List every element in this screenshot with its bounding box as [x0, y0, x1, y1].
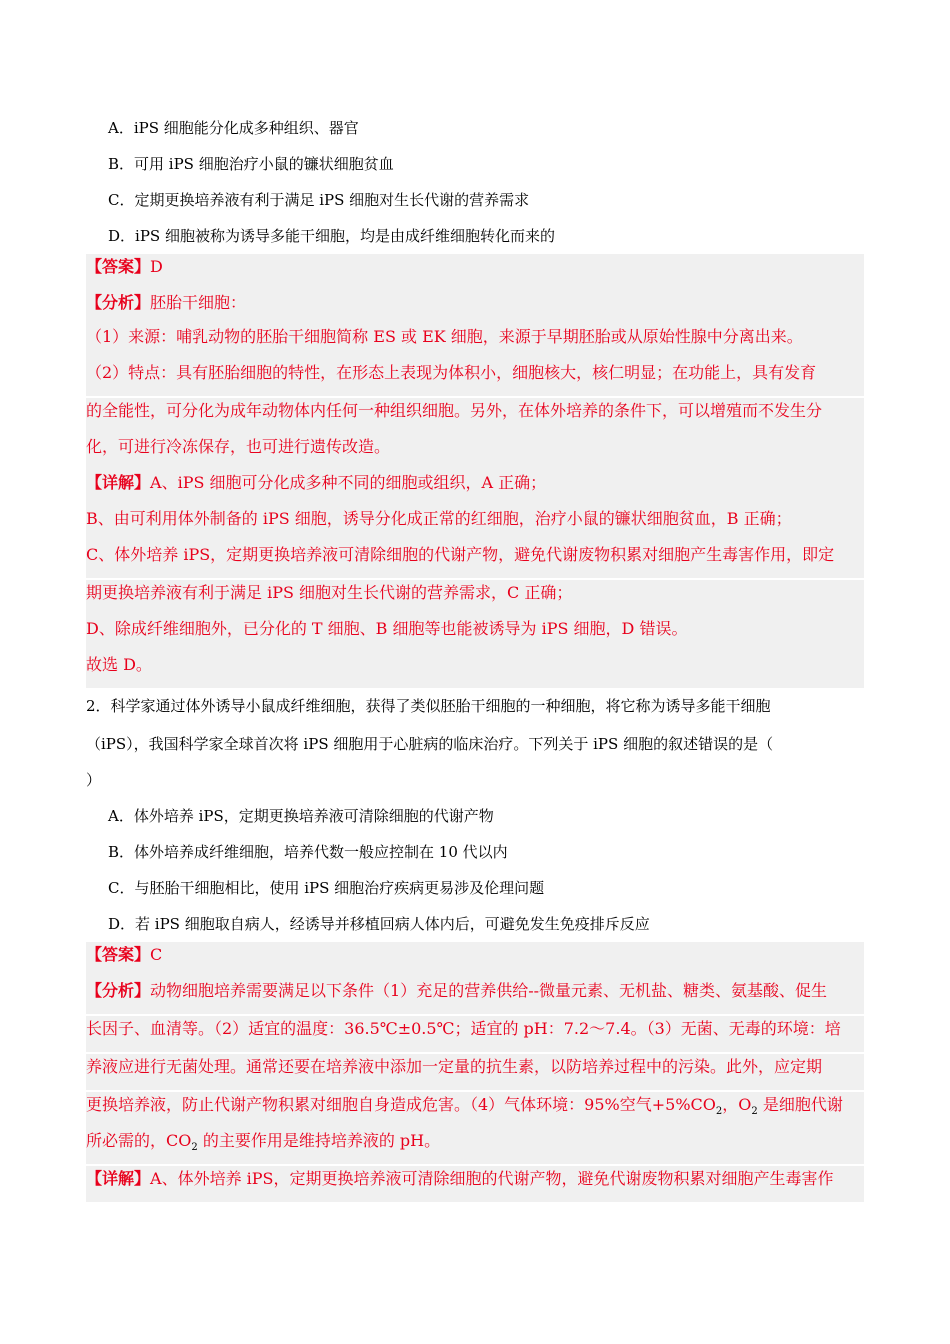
- answer-tag: 【答案】: [86, 945, 151, 964]
- analysis-text: 所必需的，CO: [86, 1131, 192, 1150]
- subscript: 2: [715, 1106, 723, 1118]
- q1-detail-line: [86, 580, 864, 616]
- q1-option-a: A．iPS 细胞能分化成多种组织、器官: [108, 119, 359, 137]
- detail-tag: 【详解】: [86, 1169, 151, 1188]
- analysis-text: 动物细胞培养需要满足以下条件（1）充足的营养供给--微量元素、无机盐、糖类、氨基酸、促生: [150, 981, 828, 1000]
- analysis-text: （2）特点：具有胚胎细胞的特性，在形态上表现为体积小，细胞核大，核仁明显；在功能上，具有发育: [86, 363, 817, 382]
- answer-value: C: [150, 945, 163, 964]
- subscript: 2: [751, 1106, 758, 1118]
- analysis-text: 的主要作用是维持培养液的 pH。: [197, 1131, 441, 1150]
- detail-text: 期更换培养液有利于满足 iPS 细胞对生长代谢的营养需求，C 正确；: [86, 583, 573, 602]
- analysis-tag: 【分析】: [86, 293, 151, 312]
- answer-value: D: [150, 257, 163, 276]
- q2-stem-line: 2．科学家通过体外诱导小鼠成纤维细胞，获得了类似胚胎干细胞的一种细胞，将它称为诱导多能干细胞: [86, 697, 771, 715]
- q2-detail-line: [86, 1166, 864, 1202]
- q1-detail-line: [86, 470, 864, 506]
- q2-analysis-line: [86, 1016, 864, 1052]
- q1-detail-line: [86, 616, 864, 652]
- analysis-text: 是细胞代谢: [757, 1095, 843, 1114]
- detail-tag: 【详解】: [86, 473, 151, 492]
- q2-analysis-line: [86, 978, 864, 1014]
- analysis-text: 更换培养液，防止代谢产物积累对细胞自身造成危害。（4）气体环境：95%空气+5%CO: [86, 1095, 716, 1114]
- q1-option-b: B．可用 iPS 细胞治疗小鼠的镰状细胞贫血: [108, 155, 394, 173]
- q1-analysis-line: [86, 324, 864, 360]
- detail-text: 故选 D。: [86, 655, 152, 674]
- detail-text: A、iPS 细胞可分化成多种不同的细胞或组织，A 正确；: [150, 473, 547, 492]
- analysis-title-text: 胚胎干细胞：: [150, 293, 247, 312]
- analysis-text: 化，可进行冷冻保存，也可进行遗传改造。: [86, 437, 391, 456]
- q1-analysis-line: [86, 360, 864, 396]
- q2-answer-line: [86, 942, 864, 978]
- q1-analysis-line: [86, 398, 864, 434]
- detail-text: C、体外培养 iPS，定期更换培养液可清除细胞的代谢产物，避免代谢废物积累对细胞产生毒害作用，即定: [86, 545, 835, 564]
- q1-answer-line: [86, 254, 864, 290]
- q2-analysis-line: [86, 1092, 864, 1128]
- analysis-tag: 【分析】: [86, 981, 151, 1000]
- q1-analysis-title: [86, 290, 864, 326]
- answer-tag: 【答案】: [86, 257, 151, 276]
- q1-option-d: D．iPS 细胞被称为诱导多能干细胞，均是由成纤维细胞转化而来的: [108, 227, 555, 245]
- subscript: 2: [191, 1142, 198, 1154]
- q2-option-b: B．体外培养成纤维细胞，培养代数一般应控制在 10 代以内: [108, 843, 508, 861]
- detail-text: B、由可利用体外制备的 iPS 细胞，诱导分化成正常的红细胞，治疗小鼠的镰状细胞贫血，B 正确；: [86, 509, 792, 528]
- q2-analysis-line: [86, 1128, 864, 1164]
- q1-detail-line: [86, 506, 864, 542]
- q1-analysis-line: [86, 434, 864, 470]
- q2-stem-line: （iPS），我国科学家全球首次将 iPS 细胞用于心脏病的临床治疗。下列关于 iPS 细胞的叙述错误的是（: [86, 735, 774, 753]
- q1-detail-line: [86, 652, 864, 688]
- analysis-text: 养液应进行无菌处理。通常还要在培养液中添加一定量的抗生素，以防培养过程中的污染。此外，应定期: [86, 1057, 823, 1076]
- q2-stem-line: ）: [86, 771, 102, 789]
- q1-detail-line: [86, 542, 864, 578]
- analysis-text: 长因子、血清等。（2）适宜的温度：36.5℃±0.5℃；适宜的 pH：7.2～7.4。（3）无菌、无毒的环境：培: [86, 1019, 841, 1038]
- q1-option-c: C．定期更换培养液有利于满足 iPS 细胞对生长代谢的营养需求: [108, 191, 530, 209]
- q2-option-d: D．若 iPS 细胞取自病人，经诱导并移植回病人体内后，可避免发生免疫排斥反应: [108, 915, 650, 933]
- q2-option-c: C．与胚胎干细胞相比，使用 iPS 细胞治疗疾病更易涉及伦理问题: [108, 879, 545, 897]
- analysis-text: （1）来源：哺乳动物的胚胎干细胞简称 ES 或 EK 细胞，来源于早期胚胎或从原始性腺中分离出来。: [86, 327, 803, 346]
- analysis-text: 的全能性，可分化为成年动物体内任何一种组织细胞。另外，在体外培养的条件下，可以增殖而不发生分: [86, 401, 823, 420]
- analysis-text: ，O: [722, 1095, 752, 1114]
- detail-text: A、体外培养 iPS，定期更换培养液可清除细胞的代谢产物，避免代谢废物积累对细胞产生毒害作: [150, 1169, 834, 1188]
- q2-option-a: A．体外培养 iPS，定期更换培养液可清除细胞的代谢产物: [108, 807, 494, 825]
- q2-analysis-line: [86, 1054, 864, 1090]
- detail-text: D、除成纤维细胞外，已分化的 T 细胞、B 细胞等也能被诱导为 iPS 细胞，D 错误。: [86, 619, 688, 638]
